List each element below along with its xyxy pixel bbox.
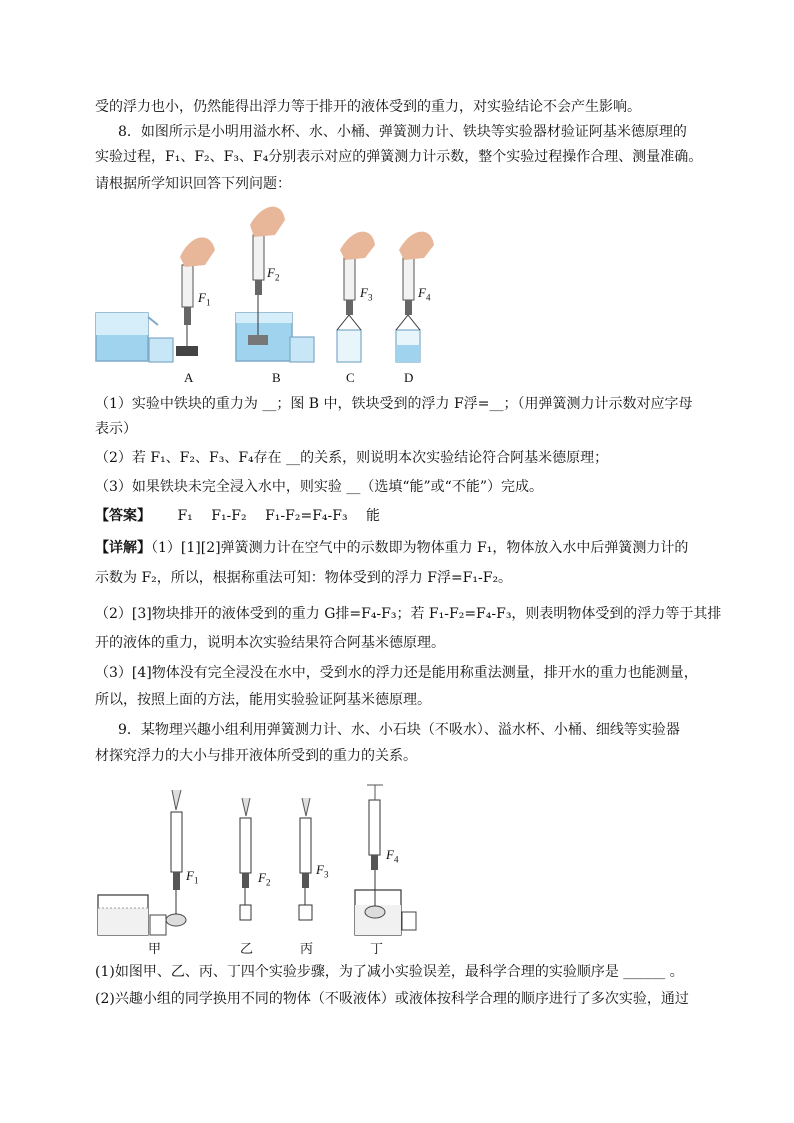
- panel-yi-apparatus: [240, 798, 251, 920]
- question-8-part-1-cont: 表示）: [95, 421, 137, 437]
- answer-row: [95, 506, 380, 526]
- panel-b-apparatus: [236, 207, 314, 362]
- force-label-f4: $F_4$: [418, 285, 431, 303]
- force-label-f1: $F_1$: [198, 290, 211, 308]
- question-8-stem-2: 实验过程，F₁、F₂、F₃、F₄分别表示对应的弹簧测力计示数，整个实验过程操作合理、测量准确。: [95, 149, 703, 165]
- detail-1a: （1）[1][2]弹簧测力计在空气中的示数即为物体重力 F₁，物体放入水中后弹簧测力计的: [151, 540, 689, 556]
- detail-2a: （2）[3]物块排开的液体受到的重力 G排=F₄-F₃；若 F₁-F₂=F₄-F₃，则表明物体受到的浮力等于其排: [95, 606, 722, 622]
- question-8-part-1: （1）实验中铁块的重力为 __；图 B 中，铁块受到的浮力 F浮=__；（用弹簧测力计示数对应字母: [95, 396, 693, 412]
- question-8-stem: 8．如图所示是小明用溢水杯、水、小桶、弹簧测力计、铁块等实验器材验证阿基米德原理的: [118, 124, 687, 140]
- text-line: 受的浮力也小，仍然能得出浮力等于排开的液体受到的重力，对实验结论不会产生影响。: [95, 99, 641, 115]
- f9-force-label-f4: $F_4$: [386, 847, 399, 865]
- f9-force-label-f2: $F_2$: [258, 870, 271, 888]
- force-label-f3: $F_3$: [360, 285, 373, 303]
- detail-2b: 开的液体的重力，说明本次实验结果符合阿基米德原理。: [95, 635, 445, 651]
- question-9-part-2: (2)兴趣小组的同学换用不同的物体（不吸液体）或液体按科学合理的顺序进行了多次实验，通过: [95, 991, 689, 1007]
- panel-label-b: B: [272, 370, 281, 385]
- question-8-part-3: （3）如果铁块未完全浸入水中，则实验 __（选填“能”或“不能”）完成。: [95, 479, 543, 495]
- panel-label-bing: 丙: [300, 941, 314, 956]
- panel-label-yi: 乙: [240, 941, 254, 956]
- panel-jia-apparatus: [98, 790, 186, 935]
- question-8-part-2: （2）若 F₁、F₂、F₃、F₄存在 __的关系，则说明本次实验结论符合阿基米德原理；: [95, 450, 609, 466]
- panel-label-c: C: [346, 370, 355, 385]
- answer-4: 能: [366, 508, 381, 524]
- answer-tag: 【答案】: [95, 508, 151, 524]
- force-label-f2: $F_2$: [267, 265, 280, 283]
- answer-1: F₁: [177, 508, 193, 524]
- detail-1b: 示数为 F₂，所以，根据称重法可知：物体受到的浮力 F浮=F₁-F₂。: [95, 570, 513, 586]
- question-9-stem: 9．某物理兴趣小组利用弹簧测力计、水、小石块（不吸水）、溢水杯、小桶、细线等实验器: [118, 722, 680, 738]
- answer-3: F₁-F₂=F₄-F₃: [265, 508, 348, 524]
- question-9-stem-2: 材探究浮力的大小与排开液体所受到的重力的关系。: [95, 748, 417, 764]
- question-8-stem-3: 请根据所学知识回答下列问题：: [95, 176, 291, 192]
- detail-tag: 【详解】: [95, 540, 151, 556]
- detail-3a: （3）[4]物体没有完全浸没在水中，受到水的浮力还是能用称重法测量，排开水的重力也能测量，: [95, 665, 698, 681]
- f9-force-label-f3: $F_3$: [316, 862, 329, 880]
- detail-3b: 所以，按照上面的方法，能用实验验证阿基米德原理。: [95, 692, 431, 708]
- panel-label-a: A: [184, 370, 194, 385]
- answer-2: F₁-F₂: [211, 508, 247, 524]
- f9-force-label-f1: $F_1$: [186, 868, 199, 886]
- panel-label-jia: 甲: [148, 941, 162, 956]
- panel-label-d: D: [404, 370, 414, 385]
- panel-bing-apparatus: [299, 798, 312, 920]
- panel-label-ding: 丁: [370, 941, 384, 956]
- question-9-part-1: (1)如图甲、乙、丙、丁四个实验步骤，为了减小实验误差，最科学合理的实验顺序是 ______ 。: [95, 964, 684, 980]
- detail-row-1: [95, 538, 688, 558]
